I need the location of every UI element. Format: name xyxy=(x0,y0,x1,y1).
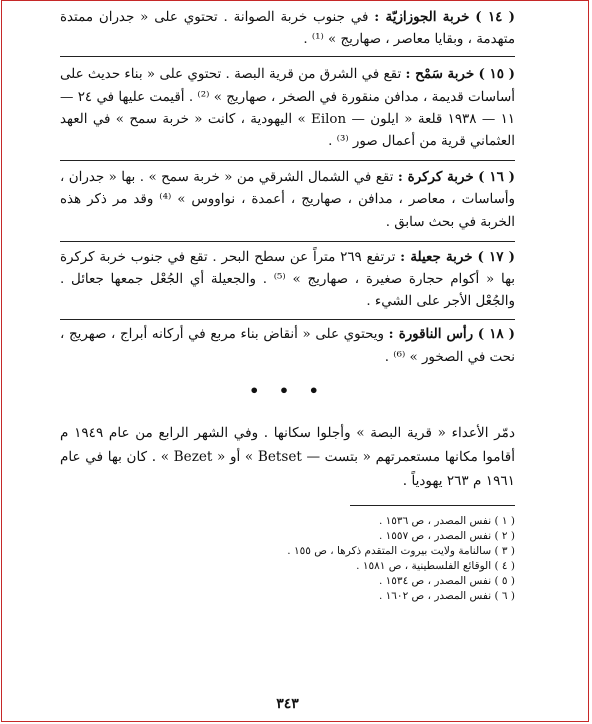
entry-18 xyxy=(60,323,515,368)
entry-14 xyxy=(60,6,515,51)
footnote: ( ٢ ) نفس المصدر ، ص ١٥٥٧ . xyxy=(378,529,515,542)
entry-title: خربة كركرة : xyxy=(397,169,474,186)
entry-17 xyxy=(60,246,515,314)
entry-text: تقع في الشمال الشرقي من « خربة سمح » . بها « جدران ، وأساسات ، معاصر ، مدافن ، صهاريج ، أعمدة ، نواووس » ⁽⁴⁾ وقد مر ذكر هذه الخربة في بحث سابق . xyxy=(60,170,515,230)
entry-title: رأس الناقورة : xyxy=(388,326,474,343)
entry-divider xyxy=(60,160,515,161)
entry-divider xyxy=(60,319,515,320)
footnote-separator xyxy=(350,505,515,506)
entry-number: ( ١٦ ) xyxy=(478,169,515,186)
entry-number: ( ١٥ ) xyxy=(478,66,515,83)
entry-text: تقع في الشرق من قرية البصة . تحتوي على « بناء حديث على أساسات قديمة ، مدافن منقورة في الصخر ، صهاريج » ⁽²⁾ . أقيمت عليها في ٢٤ — ١١ — ١٩٣٨ قلعة « ايلون — Eilon » اليهودية ، كانت « خربة سمح » في العهد العثماني قرية من أعمال صور ⁽³⁾ . xyxy=(60,67,515,150)
footnote: ( ١ ) نفس المصدر ، ص ١٥٣٦ . xyxy=(378,514,515,527)
entry-number: ( ١٨ ) xyxy=(477,326,516,343)
section-separator: • • • xyxy=(249,380,326,400)
document-page xyxy=(60,6,515,718)
entry-divider xyxy=(60,56,515,57)
entry-title: خربة سَمْح : xyxy=(405,66,475,83)
entry-text: ترتفع ٢٦٩ متراً عن سطح البحر . تقع في جنوب خربة كركرة بها « أكوام حجارة صغيرة ، صهاريج » ⁽⁵⁾ . والجعيلة أي الجُعْل جمعها جعائل . والجُعْل الأجر على الشيء . xyxy=(60,249,515,310)
entry-16 xyxy=(60,166,515,234)
entry-title: خربة الجوزازيّة : xyxy=(374,9,470,25)
entry-number: ( ١٤ ) xyxy=(475,9,516,25)
footnote: ( ٥ ) نفس المصدر ، ص ١٥٣٤ . xyxy=(378,574,515,587)
footnotes-list xyxy=(60,514,515,604)
entry-title: خربة جعيلة : xyxy=(400,248,473,265)
entry-number: ( ١٧ ) xyxy=(477,248,516,265)
footnote: ( ٣ ) سالنامة ولايت بيروت المتقدم ذكرها ، ص ١٥٥ . xyxy=(287,544,515,557)
footnote: ( ٦ ) نفس المصدر ، ص ١٦٠٢ . xyxy=(378,589,515,602)
closing-paragraph: دمّر الأعداء « قرية البصة » وأجلوا سكانها . وفي الشهر الرابع من عام ١٩٤٩ م أقاموا مكانها مستعمرتهم « بتست — Betset » أو « Bezet » . كان بها في عام ١٩٦١ م ٢٦٣ يهودياً . xyxy=(60,424,516,489)
entry-text: ويحتوي على « أنقاض بناء مربع في أركانه أبراج ، صهريج ، نحت في الصخور » ⁽⁶⁾ . xyxy=(60,327,515,365)
page-number: ٣٤٣ xyxy=(276,696,299,712)
entry-15 xyxy=(60,63,515,153)
footnote: ( ٤ ) الوقائع الفلسطينية ، ص ١٥٨١ . xyxy=(356,559,515,572)
entry-text: في جنوب خربة الصوانة . تحتوي على « جدران ممتدة متهدمة ، وبقايا معاصر ، صهاريج » ⁽¹⁾ . xyxy=(60,10,515,48)
entry-divider xyxy=(60,241,515,242)
